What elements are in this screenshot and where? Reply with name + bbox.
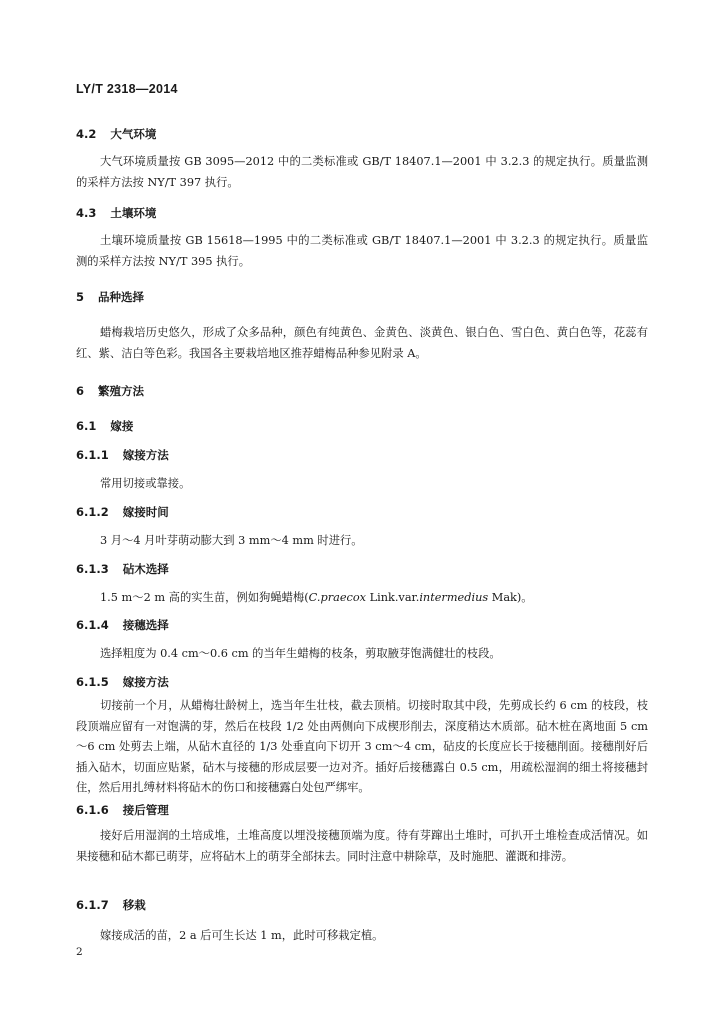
heading-number: 6.1.3 (76, 562, 109, 576)
heading-number: 6.1 (76, 419, 97, 433)
heading-number: 6.1.4 (76, 618, 109, 632)
latin-species-name: C.praecox (308, 591, 367, 604)
paragraph-6-1-4: 选择粗度为 0.4 cm～0.6 cm 的当年生蜡梅的枝条，剪取腋芽饱满健壮的枝段。 (100, 647, 501, 660)
heading-title: 品种选择 (98, 290, 145, 304)
heading-6 (76, 383, 144, 399)
heading-number: 6.1.7 (76, 898, 109, 912)
text-run: 1.5 m～2 m 高的实生苗，例如狗蝇蜡梅( (100, 591, 309, 604)
heading-title: 繁殖方法 (98, 384, 145, 398)
heading-title: 嫁接方法 (122, 448, 169, 462)
paragraph-6-1-2: 3 月～4 月叶芽萌动膨大到 3 mm～4 mm 时进行。 (100, 534, 363, 547)
heading-6-1-1 (76, 447, 169, 463)
heading-6-1-2 (76, 504, 169, 520)
heading-number: 4.3 (76, 206, 97, 220)
heading-4-3 (76, 205, 156, 221)
paragraph-5: 蜡梅栽培历史悠久，形成了众多品种，颜色有纯黄色、金黄色、淡黄色、银白色、雪白色、黄白色等，花蕊有红、紫、洁白等色彩。我国各主要栽培地区推荐蜡梅品种参见附录 A。 (76, 326, 648, 360)
paragraph-4-2: 大气环境质量按 GB 3095—2012 中的二类标准或 GB/T 18407.1—2001 中 3.2.3 的规定执行。质量监测的采样方法按 NY/T 397 执行。 (76, 155, 648, 189)
heading-title: 嫁接 (110, 419, 134, 433)
heading-6-1-6 (76, 802, 169, 818)
text-run: Link.var. (366, 591, 420, 604)
paragraph-6-1-6: 接好后用湿润的土培成堆，土堆高度以埋没接穗顶端为度。待有芽蹿出土堆时，可扒开土堆检查成活情况。如果接穗和砧木都已萌芽，应将砧木上的萌芽全部抹去。同时注意中耕除草，及时施肥、灌溉和排涝。 (76, 829, 648, 863)
heading-title: 砧木选择 (122, 562, 169, 576)
heading-number: 6.1.5 (76, 675, 109, 689)
heading-title: 土壤环境 (110, 206, 157, 220)
heading-6-1-7 (76, 897, 146, 913)
heading-title: 大气环境 (110, 127, 157, 141)
page-number: 2 (76, 946, 83, 958)
paragraph-6-1-3 (76, 588, 672, 609)
heading-6-1-3 (76, 561, 169, 577)
heading-number: 6.1.1 (76, 448, 109, 462)
document-code: LY/T 2318—2014 (76, 82, 178, 96)
heading-number: 5 (76, 290, 85, 304)
heading-title: 接穗选择 (122, 618, 169, 632)
paragraph-6-1-1: 常用切接或靠接。 (100, 477, 191, 490)
paragraph-6-1-7: 嫁接成活的苗，2 a 后可生长达 1 m，此时可移栽定植。 (100, 929, 384, 942)
heading-number: 6.1.2 (76, 505, 109, 519)
heading-title: 嫁接时间 (122, 505, 169, 519)
paragraph-4-3: 土壤环境质量按 GB 15618—1995 中的二类标准或 GB/T 18407.1—2001 中 3.2.3 的规定执行。质量监测的采样方法按 NY/T 395 执行。 (76, 234, 648, 268)
heading-5 (76, 289, 144, 305)
heading-number: 6.1.6 (76, 803, 109, 817)
heading-6-1-5 (76, 674, 169, 690)
heading-number: 4.2 (76, 127, 97, 141)
heading-6-1 (76, 418, 133, 434)
heading-6-1-4 (76, 617, 169, 633)
text-run: Mak)。 (488, 591, 533, 604)
heading-number: 6 (76, 384, 85, 398)
latin-variety-name: intermedius (419, 591, 489, 604)
heading-title: 移栽 (122, 898, 146, 912)
heading-4-2 (76, 126, 156, 142)
paragraph-6-1-5: 切接前一个月，从蜡梅壮龄树上，选当年生壮枝，截去顶梢。切接时取其中段，先剪成长约 6 cm 的枝段，枝段顶端应留有一对饱满的芽，然后在枝段 1/2 处由两侧向下成楔形削去，深度稍达木质部。砧木桩在离地面 5 cm～6 cm 处剪去上端，从砧木直径的 1/3 处垂直向下切开 3 cm～4 cm，砧皮的长度应长于接穗削面。接穗削好后插入砧木，切面应贴紧，砧木与接穗的形成层要一边对齐。插好后接穗露白 0.5 cm，用疏松湿润的细土将接穗封住，然后用扎缚材料将砧木的伤口和接穗露白处包严绑牢。 (76, 699, 648, 794)
heading-title: 嫁接方法 (122, 675, 169, 689)
heading-title: 接后管理 (122, 803, 169, 817)
